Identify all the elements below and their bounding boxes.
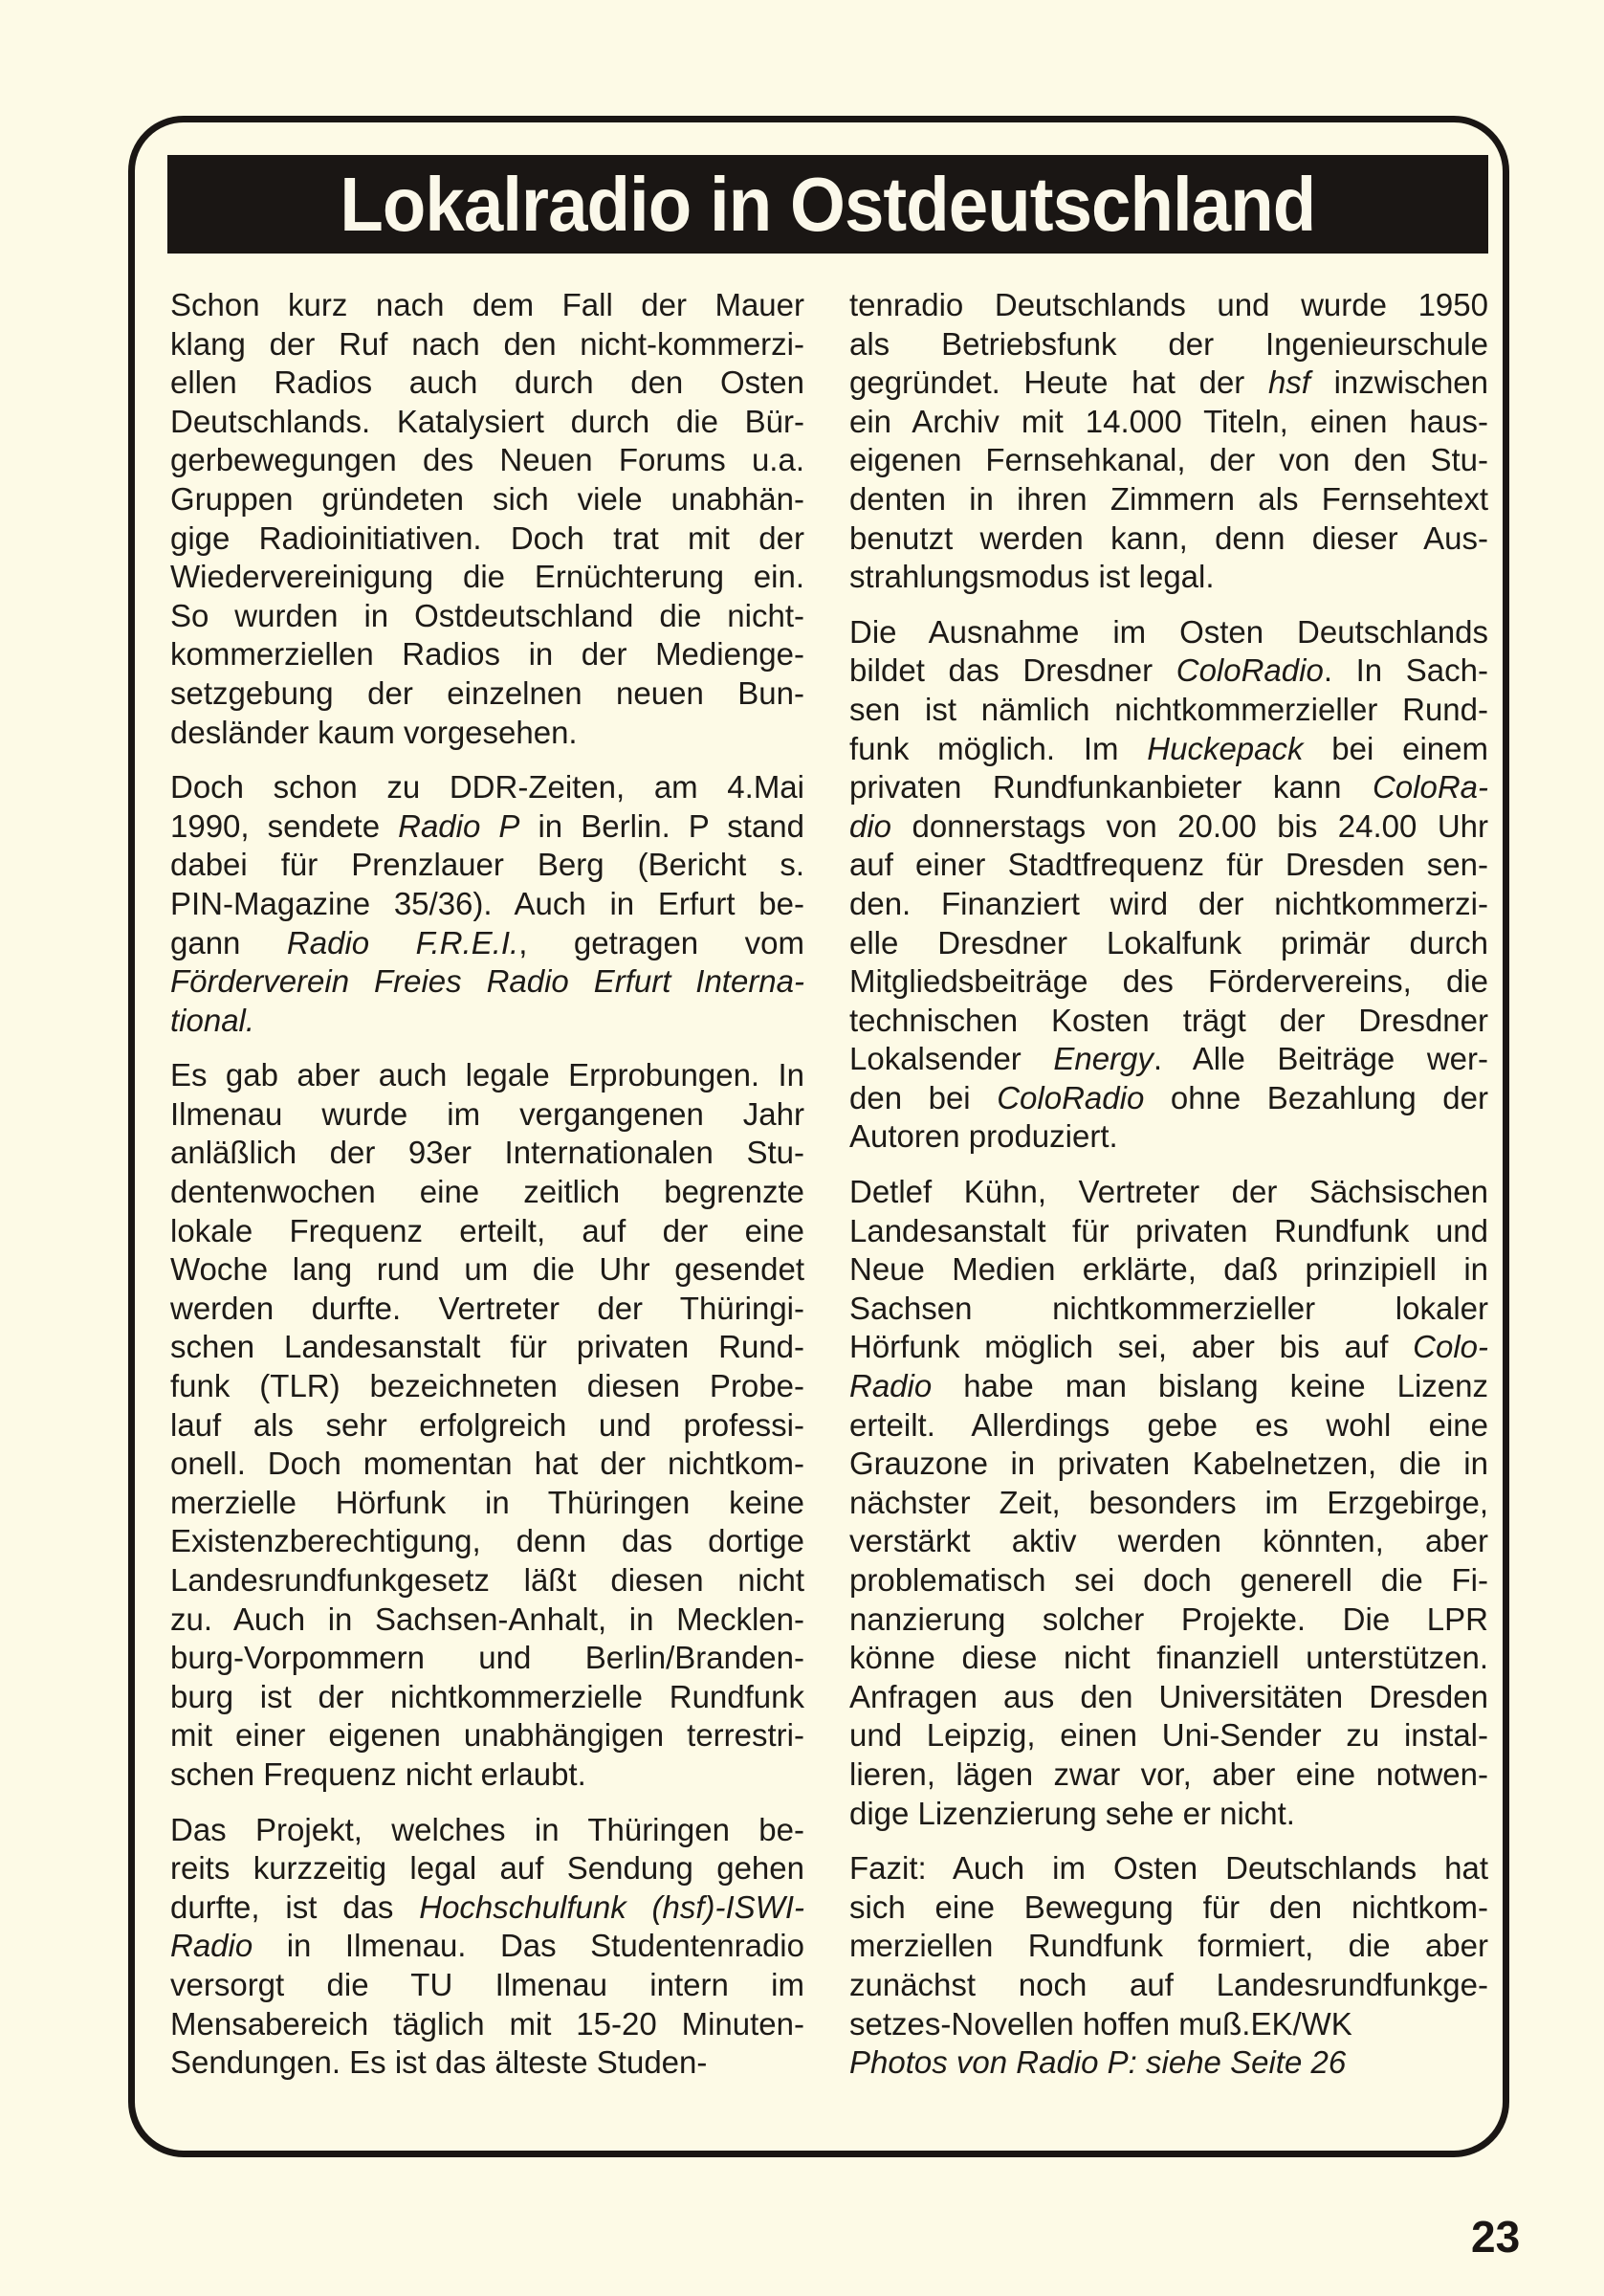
text-line: Förderverein Freies Radio Erfurt Interna- bbox=[170, 963, 804, 1000]
text-line: Mitgliedsbeiträge des Fördervereins, die bbox=[849, 963, 1488, 1000]
text-line: und Leipzig, einen Uni-Sender zu instal- bbox=[849, 1717, 1488, 1754]
text-line: mit einer eigenen unabhängigen terrestri- bbox=[170, 1717, 804, 1754]
text-line: auf einer Stadtfrequenz für Dresden sen- bbox=[849, 847, 1488, 883]
text-line: merzielle Hörfunk in Thüringen keine bbox=[170, 1484, 804, 1520]
text-line: Woche lang rund um die Uhr gesendet bbox=[170, 1251, 804, 1288]
text-line: Schon kurz nach dem Fall der Mauer bbox=[170, 287, 804, 322]
text-line: klang der Ruf nach den nicht-kommerzi- bbox=[170, 325, 804, 362]
text-line: Detlef Kühn, Vertreter der Sächsischen bbox=[849, 1174, 1488, 1210]
text-line: Grauzone in privaten Kabelnetzen, die in bbox=[849, 1446, 1488, 1482]
text-line: setzgebung der einzelnen neuen Bun- bbox=[170, 674, 804, 711]
text-line: Deutschlands. Katalysiert durch die Bür- bbox=[170, 403, 804, 439]
author-signature: EK/WK bbox=[1250, 2005, 1352, 2042]
text-line: lauf als sehr erfolgreich und professi- bbox=[170, 1406, 804, 1443]
left-column-paragraph bbox=[170, 768, 804, 1040]
text-line: tenradio Deutschlands und wurde 1950 bbox=[849, 287, 1488, 322]
text-line: sich eine Bewegung für den nichtkom- bbox=[849, 1888, 1488, 1925]
text-line: dige Lizenzierung sehe er nicht. bbox=[849, 1795, 1295, 1831]
text-line: als Betriebsfunk der Ingenieurschule bbox=[849, 325, 1488, 362]
text-line: Gruppen gründeten sich viele unabhän- bbox=[170, 480, 804, 517]
text-line: ellen Radios auch durch den Osten bbox=[170, 364, 804, 401]
text-line: Lokalsender Energy. Alle Beiträge wer- bbox=[849, 1041, 1488, 1077]
text-line: den. Finanziert wird der nichtkommerzi- bbox=[849, 885, 1488, 921]
text-line: Existenzberechtigung, denn das dortige bbox=[170, 1523, 804, 1559]
text-line: versorgt die TU Ilmenau intern im bbox=[170, 1966, 804, 2002]
text-line: funk möglich. Im Huckepack bei einem bbox=[849, 730, 1488, 766]
text-line: sen ist nämlich nichtkommerzieller Rund- bbox=[849, 691, 1488, 727]
text-line: denten in ihren Zimmern als Fernsehtext bbox=[849, 480, 1488, 517]
right-column-paragraph bbox=[849, 1849, 1488, 2083]
text-line: Ilmenau wurde im vergangenen Jahr bbox=[170, 1095, 804, 1132]
closing-text: setzes-Novellen hoffen muß. bbox=[849, 2005, 1251, 2042]
text-line: dabei für Prenzlauer Berg (Bericht s. bbox=[170, 847, 804, 883]
left-column-paragraph bbox=[170, 286, 804, 752]
text-line: So wurden in Ostdeutschland die nicht- bbox=[170, 597, 804, 633]
text-line: Sachsen nichtkommerzieller lokaler bbox=[849, 1290, 1488, 1326]
text-line: 1990, sendete Radio P in Berlin. P stand bbox=[170, 807, 804, 844]
photo-note: Photos von Radio P: siehe Seite 26 bbox=[849, 2044, 1347, 2081]
text-line: verstärkt aktiv werden könnten, aber bbox=[849, 1523, 1488, 1559]
text-line: Neue Medien erklärte, daß prinzipiell in bbox=[849, 1251, 1488, 1288]
text-line: bildet das Dresdner ColoRadio. In Sach- bbox=[849, 652, 1488, 689]
article-title: Lokalradio in Ostdeutschland bbox=[340, 161, 1316, 247]
right-column-paragraph bbox=[849, 286, 1488, 597]
text-line: Landesanstalt für privaten Rundfunk und bbox=[849, 1212, 1488, 1248]
text-line: strahlungsmodus ist legal. bbox=[849, 559, 1215, 595]
text-line: Das Projekt, welches in Thüringen be- bbox=[170, 1811, 804, 1847]
text-line: gann Radio F.R.E.I., getragen vom bbox=[170, 924, 804, 960]
text-line: Mensabereich täglich mit 15-20 Minuten- bbox=[170, 2005, 804, 2042]
text-line: eigenen Fernsehkanal, der von den Stu- bbox=[849, 442, 1488, 478]
right-column-paragraph bbox=[849, 613, 1488, 1157]
text-line: elle Dresdner Lokalfunk primär durch bbox=[849, 924, 1488, 960]
left-column-paragraph bbox=[170, 1056, 804, 1794]
left-column-paragraph bbox=[170, 1811, 804, 2083]
text-line: reits kurzzeitig legal auf Sendung gehen bbox=[170, 1850, 804, 1887]
right-column-paragraph bbox=[849, 1173, 1488, 1833]
text-line: burg-Vorpommern und Berlin/Branden- bbox=[170, 1640, 804, 1676]
text-line: dio donnerstags von 20.00 bis 24.00 Uhr bbox=[849, 807, 1488, 844]
text-line: dentenwochen eine zeitlich begrenzte bbox=[170, 1174, 804, 1210]
right-column bbox=[849, 286, 1488, 2099]
text-line: den bei ColoRadio ohne Bezahlung der bbox=[849, 1079, 1489, 1115]
text-line: tional. bbox=[170, 1002, 255, 1038]
page-number: 23 bbox=[1471, 2212, 1521, 2262]
text-line: Es gab aber auch legale Erprobungen. In bbox=[170, 1057, 804, 1093]
text-line: durfte, ist das Hochschulfunk (hsf)-ISWI- bbox=[170, 1888, 805, 1925]
text-line: könne diese nicht finanziell unterstützen. bbox=[849, 1640, 1488, 1676]
text-line: schen Landesanstalt für privaten Rund- bbox=[170, 1329, 804, 1365]
text-line: lieren, lägen zwar vor, aber eine notwen- bbox=[849, 1755, 1488, 1792]
text-line: zunächst noch auf Landesrundfunkge- bbox=[849, 1966, 1488, 2002]
text-line: problematisch sei doch generell die Fi- bbox=[849, 1562, 1488, 1598]
text-line: Wiedervereinigung die Ernüchterung ein. bbox=[170, 559, 804, 595]
text-line: zu. Auch in Sachsen-Anhalt, in Mecklen- bbox=[170, 1601, 804, 1637]
text-line: lokale Frequenz erteilt, auf der eine bbox=[170, 1212, 804, 1248]
text-line: anläßlich der 93er Internationalen Stu- bbox=[170, 1135, 804, 1171]
text-line: merziellen Rundfunk formiert, die aber bbox=[849, 1928, 1488, 1964]
text-line: onell. Doch momentan hat der nichtkom- bbox=[170, 1446, 804, 1482]
text-line: desländer kaum vorgesehen. bbox=[170, 714, 578, 750]
text-line: Radio in Ilmenau. Das Studentenradio bbox=[170, 1928, 804, 1964]
text-line: Hörfunk möglich sei, aber bis auf Colo- bbox=[849, 1329, 1488, 1365]
text-line: ein Archiv mit 14.000 Titeln, einen haus- bbox=[849, 403, 1488, 439]
text-line: Fazit: Auch im Osten Deutschlands hat bbox=[849, 1850, 1488, 1887]
text-line: Anfragen aus den Universitäten Dresden bbox=[849, 1678, 1488, 1714]
text-line: burg ist der nichtkommerzielle Rundfunk bbox=[170, 1678, 804, 1714]
text-line: benutzt werden kann, denn dieser Aus- bbox=[849, 519, 1488, 556]
text-line: Autoren produziert. bbox=[849, 1118, 1118, 1155]
text-line: gerbewegungen des Neuen Forums u.a. bbox=[170, 442, 804, 478]
text-line: gige Radioinitiativen. Doch trat mit der bbox=[170, 519, 804, 556]
title-bar bbox=[167, 155, 1488, 254]
text-line: kommerziellen Radios in der Medienge- bbox=[170, 636, 804, 673]
text-line: nächster Zeit, besonders im Erzgebirge, bbox=[849, 1484, 1488, 1520]
text-line: Sendungen. Es ist das älteste Studen- bbox=[170, 2044, 708, 2081]
text-line: Landesrundfunkgesetz läßt diesen nicht bbox=[170, 1562, 804, 1598]
text-line: erteilt. Allerdings gebe es wohl eine bbox=[849, 1406, 1488, 1443]
text-line: schen Frequenz nicht erlaubt. bbox=[170, 1755, 586, 1792]
text-line: PIN-Magazine 35/36). Auch in Erfurt be- bbox=[170, 885, 804, 921]
text-line: Die Ausnahme im Osten Deutschlands bbox=[849, 613, 1488, 650]
text-line: werden durfte. Vertreter der Thüringi- bbox=[170, 1290, 804, 1326]
text-line: funk (TLR) bezeichneten diesen Probe- bbox=[170, 1368, 804, 1404]
closing-line bbox=[849, 2005, 1488, 2044]
left-column bbox=[170, 286, 804, 2099]
text-line: Doch schon zu DDR-Zeiten, am 4.Mai bbox=[170, 769, 804, 806]
text-line: technischen Kosten trägt der Dresdner bbox=[849, 1002, 1488, 1038]
text-line: nanzierung solcher Projekte. Die LPR bbox=[849, 1601, 1488, 1637]
text-line: Radio habe man bislang keine Lizenz bbox=[849, 1368, 1488, 1404]
text-line: privaten Rundfunkanbieter kann ColoRa- bbox=[849, 769, 1488, 806]
text-line: gegründet. Heute hat der hsf inzwischen bbox=[849, 364, 1489, 401]
